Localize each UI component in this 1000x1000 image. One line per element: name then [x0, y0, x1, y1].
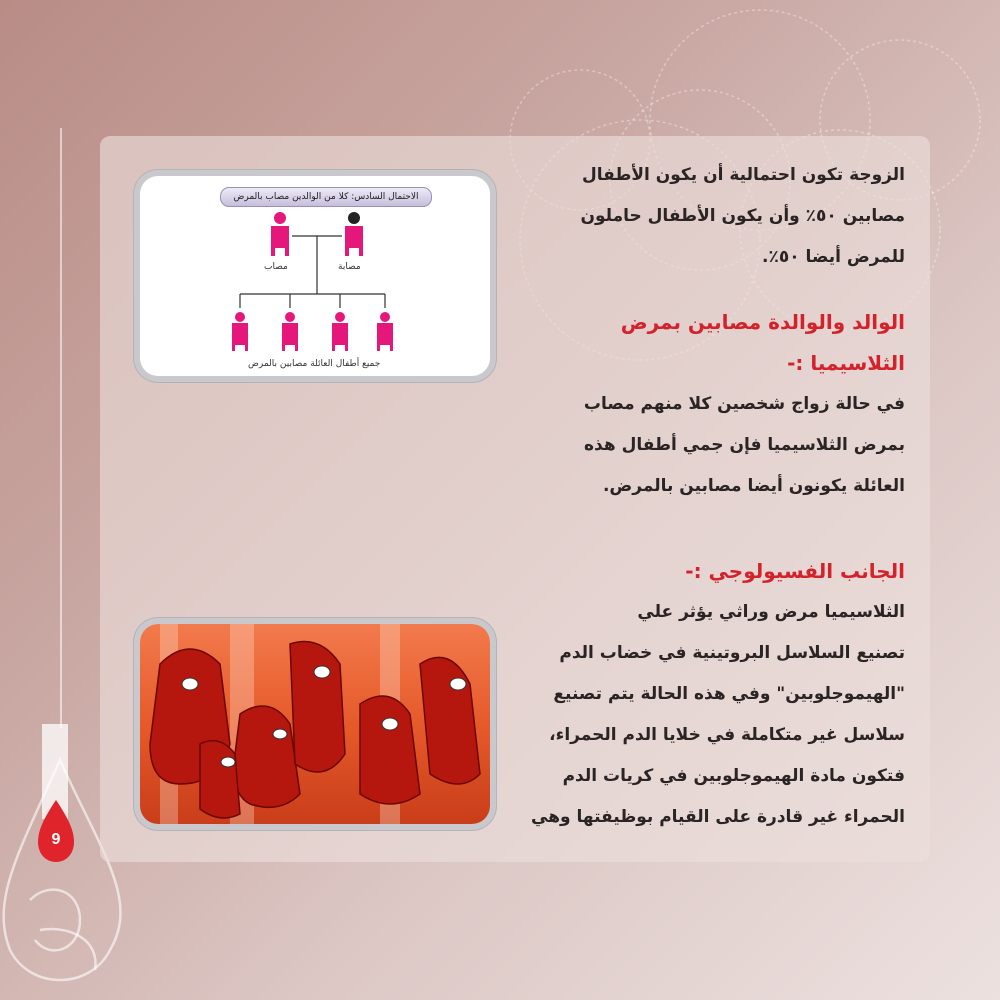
paragraph-line: الزوجة تكون احتمالية أن يكون الأطفال: [581, 165, 905, 185]
paragraph-line: تصنيع السلاسل البروتينية في خضاب الدم: [559, 643, 905, 663]
page-number: 9: [51, 831, 61, 848]
diagram-caption: جميع أطفال العائلة مصابين بالمرض: [248, 359, 381, 369]
paragraph-line: الثلاسيميا مرض وراثي يؤثر علي: [637, 602, 905, 622]
body-text: [520, 155, 905, 838]
section-heading: الوالد والوالدة مصابين بمرض: [620, 310, 905, 334]
red-cells-cartoon: [140, 624, 490, 824]
father-label: مصاب: [264, 262, 288, 272]
paragraph-line: للمرض أيضا ٥٠٪.: [762, 247, 905, 267]
inheritance-diagram-card: [140, 176, 490, 376]
paragraph-line: في حالة زواج شخصين كلا منهم مصاب: [583, 394, 905, 414]
paragraph-line: الحمراء غير قادرة على القيام بوظيفتها وهي: [531, 807, 905, 827]
margin-line: [60, 128, 62, 728]
paragraph-line: سلاسل غير متكاملة في خلايا الدم الحمراء،: [549, 725, 905, 745]
paragraph-line: فتكون مادة الهيموجلوبين في كريات الدم: [562, 766, 905, 786]
section-heading: الجانب الفسيولوجي :-: [685, 559, 905, 583]
mother-label: مصابة: [338, 262, 361, 272]
paragraph-line: بمرض الثلاسيميا فإن جمي أطفال هذه: [584, 435, 905, 455]
paragraph-line: مصابين ٥٠٪ وأن يكون الأطفال حاملون: [580, 206, 905, 226]
section-heading: الثلاسيميا :-: [787, 351, 905, 375]
diagram-title: الاحتمال السادس: كلا من الوالدين مصاب بالمرض: [220, 187, 432, 207]
paragraph-line: "الهيموجلوبين" وفي هذه الحالة يتم تصنيع: [553, 684, 905, 704]
child-figures: [232, 312, 393, 351]
pedigree-chart: [140, 176, 490, 376]
paragraph-line: العائلة يكونون أيضا مصابين بالمرض.: [602, 476, 905, 496]
blood-cells-illustration: [140, 624, 490, 824]
